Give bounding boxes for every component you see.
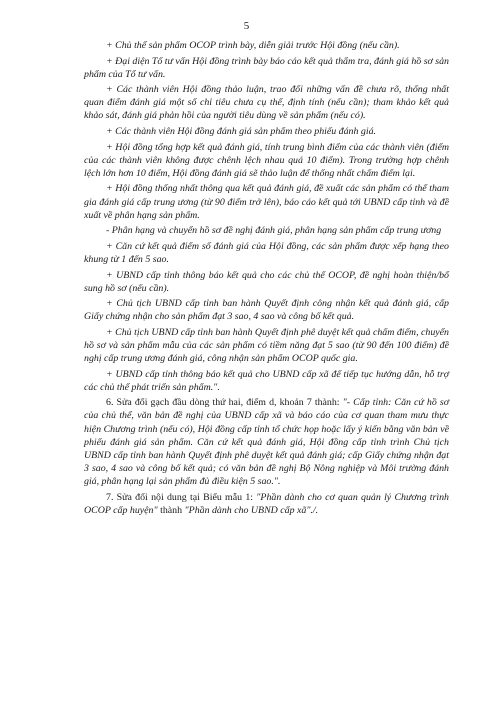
amendment-7-connector: thành xyxy=(157,504,185,516)
paragraph: + Đại diện Tổ tư vấn Hội đồng trình bày báo cáo kết quả thẩm tra, đánh giá hồ sơ sản phẩm của Tổ tư vấn. xyxy=(84,55,449,80)
paragraph: + Chủ tịch UBND cấp tỉnh ban hành Quyết định phê duyệt kết quả chấm điểm, chuyển hồ sơ và sản phẩm mẫu của các sản phẩm có tiềm năng đạt 5 sao (từ 90 đến 100 điểm) đề nghị cấp trung ương đánh giá, công nhận sản phẩm OCOP quốc gia. xyxy=(84,326,449,365)
paragraph: + Các thành viên Hội đồng thảo luận, trao đổi những vấn đề chưa rõ, thống nhất quan điểm đánh giá một số chỉ tiêu chưa cụ thể, định tính (nếu cần); tham khảo kết quả khảo sát, đánh giá phản hồi của người tiêu dùng về sản phẩm (nếu có). xyxy=(84,84,449,122)
paragraph: + UBND cấp tỉnh thông báo kết quả cho các chủ thể OCOP, đề nghị hoàn thiện/bổ sung hồ sơ (nếu cần). xyxy=(84,269,449,294)
amendment-7-paragraph xyxy=(84,491,449,517)
paragraph: + Hội đồng tổng hợp kết quả đánh giá, tính trung bình điểm của các thành viên (điểm của các thành viên không được chênh lệch nhau quá 10 điểm). Trong trường hợp chênh lệch lớn hơn 10 điểm, Hội đồng đánh giá sẽ thảo luận để thống nhất chấm điểm lại. xyxy=(84,141,449,179)
amendment-6-paragraph xyxy=(84,396,449,488)
amendment-7-lead: 7. Sửa đổi nội dung tại Biểu mẫu 1: xyxy=(106,491,257,503)
amendment-7-quote-new: "Phần dành cho UBND cấp xã"./. xyxy=(184,504,319,516)
paragraph: + Chủ tịch UBND cấp tỉnh ban hành Quyết định công nhận kết quả đánh giá, cấp Giấy chứng nhận cho sản phẩm đạt 3 sao, 4 sao và công bố kết quả. xyxy=(84,298,449,323)
page-number: 5 xyxy=(243,20,250,32)
paragraph: + Các thành viên Hội đồng đánh giá sản phẩm theo phiếu đánh giá. xyxy=(106,126,376,138)
paragraph: - Phân hạng và chuyển hồ sơ đề nghị đánh giá, phân hạng sản phẩm cấp trung ương xyxy=(106,225,442,237)
paragraph: + Chủ thể sản phẩm OCOP trình bày, diễn giải trước Hội đồng (nếu cần). xyxy=(106,40,400,51)
document-body xyxy=(84,39,449,519)
paragraph: + UBND cấp tỉnh thông báo kết quả cho UBND cấp xã để tiếp tục hướng dẫn, hỗ trợ các chủ thể phát triển sản phẩm.". xyxy=(84,368,449,393)
amendment-6-quote: "- Cấp tỉnh: Căn cứ hồ sơ của chủ thể, văn bản đề nghị của UBND cấp xã và báo cáo của cơ quan tham mưu thực hiện Chương trình (nếu có), Hội đồng cấp tỉnh tổ chức họp hoặc lấy ý kiến bằng văn bản về phiếu đánh giá sản phẩm. Căn cứ kết quả đánh giá, Hội đồng cấp tỉnh trình Chủ tịch UBND cấp tỉnh ban hành Quyết định phê duyệt kết quả đánh giá; cấp Giấy chứng nhận đạt 3 sao, 4 sao và công bố kết quả; có văn bản đề nghị Bộ Nông nghiệp và Môi trường đánh giá, phân hạng lại sản phẩm đủ điều kiện 5 sao.". xyxy=(84,397,449,487)
paragraph: + Hội đồng thống nhất thông qua kết quả đánh giá, đề xuất các sản phẩm có thể tham gia đánh giá cấp trung ương (từ 90 điểm trở lên), báo cáo kết quả tới UBND cấp tỉnh và đề xuất về phân hạng sản phẩm. xyxy=(84,183,449,221)
paragraph: + Căn cứ kết quả điểm số đánh giá của Hội đồng, các sản phẩm được xếp hạng theo khung từ 1 đến 5 sao. xyxy=(84,240,449,265)
amendment-7-quote-old: "Phần dành cho cơ quan quản lý Chương trình OCOP cấp huyện" xyxy=(84,491,449,516)
amendment-6-lead: 6. Sửa đổi gạch đầu dòng thứ hai, điểm d, khoản 7 thành: xyxy=(106,397,343,409)
